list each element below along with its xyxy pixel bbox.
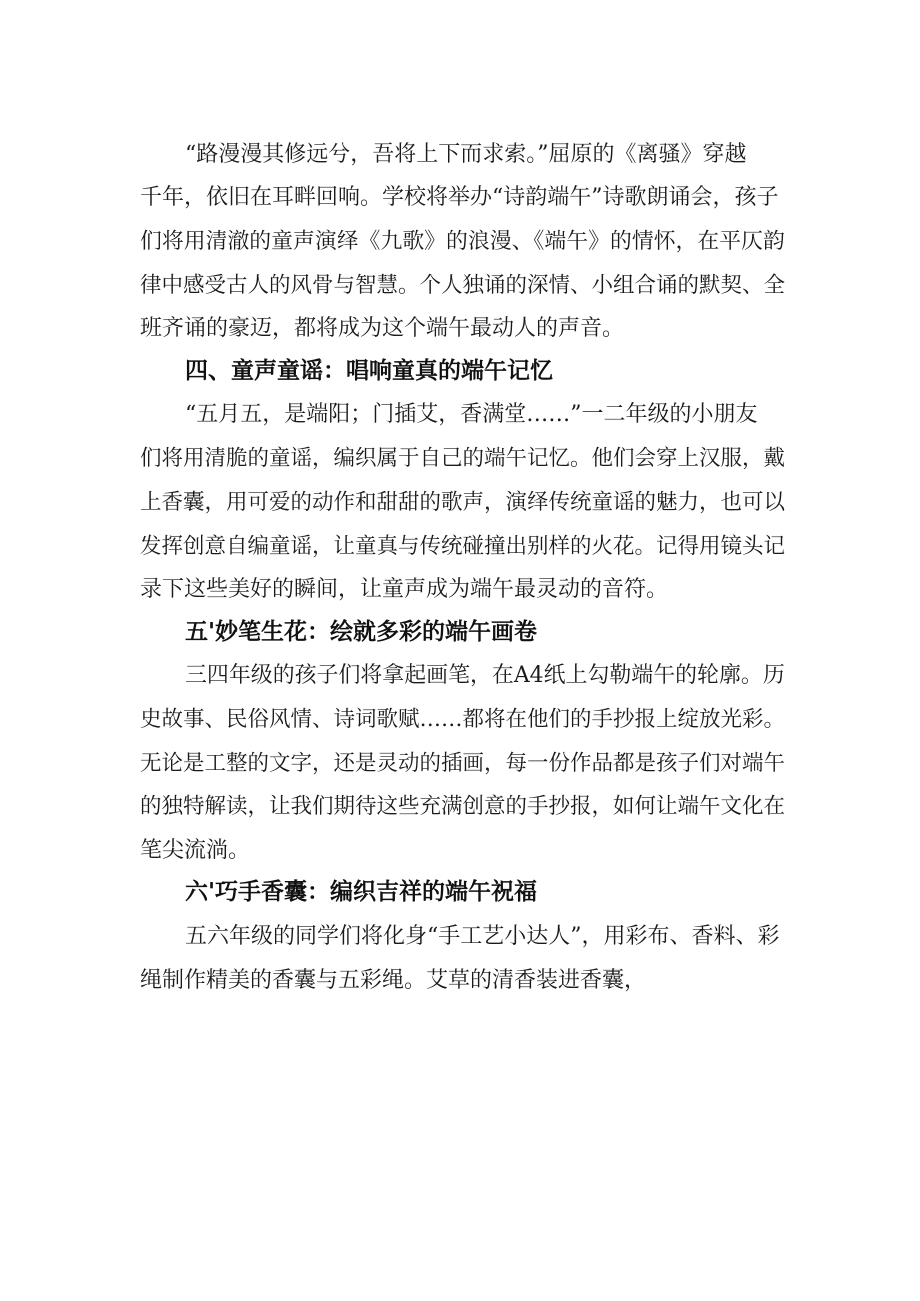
- document-page: “路漫漫其修远兮，吾将上下而求索。”屈原的《离骚》穿越 千年，依旧在耳畔回响。学校将举办“诗韵端午”诗歌朗诵会，孩子 们将用清澈的童声演绎《九歌》的浪漫、《端午》的情怀，在平仄韵 律中感受古人的风骨与智慧。个人独诵的深情、小组合诵的默契、全 班齐诵的豪迈，都将成为这个端午最动人的声音。 四、童声童谣：唱响童真的端午记忆 “五月五，是端阳；门插艾，香满堂……”一二年级的小朋友 们将用清脆的童谣，编织属于自己的端午记忆。他们会穿上汉服，戴 上香囊，用可爱的动作和甜甜的歌声，演绎传统童谣的魅力，也可以 发挥创意自编童谣，让童真与传统碰撞出别样的火花。记得用镜头记 录下这些美好的瞬间，让童声成为端午最灵动的音符。 五'妙笔生花：绘就多彩的端午画卷 三四年级的孩子们将拿起画笔，在A4纸上勾勒端午的轮廓。历 史故事、民俗风情、诗词歌赋……都将在他们的手抄报上绽放光彩。 无论是工整的文字，还是灵动的插画，每一份作品都是孩子们对端午 的独特解读，让我们期待这些充满创意的手抄报，如何让端午文化在 笔尖流淌。 六'巧手香囊：编织吉祥的端午祝福 五六年级的同学们将化身“手工艺小达人”，用彩布、香料、彩 绳制作精美的香囊与五彩绳。艾草的清香装进香囊，: [0, 0, 920, 1301]
